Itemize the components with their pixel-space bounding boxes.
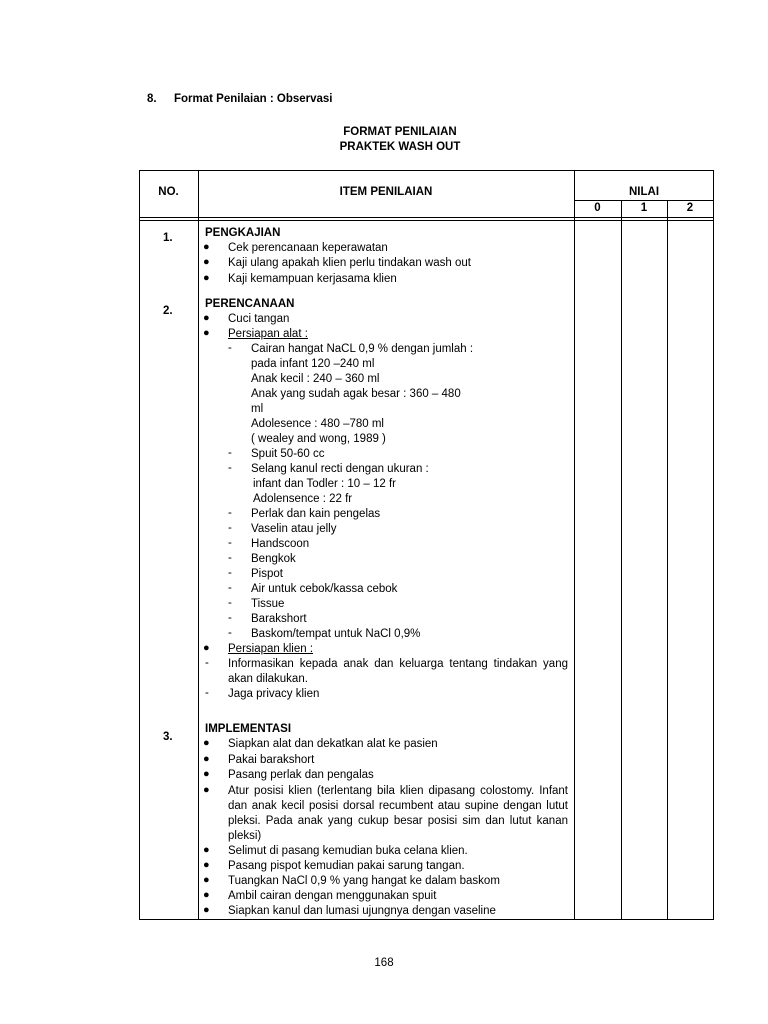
implementasi-item: Siapkan kanul dan lumasi ujungnya dengan vaseline [228, 905, 496, 917]
document-title-line2: PRAKTEK WASH OUT [339, 141, 461, 153]
alat-line: ml [251, 403, 264, 415]
bullet-icon: ● [203, 904, 210, 916]
persiapan-klien-label: Persiapan klien : [228, 643, 314, 655]
table-border-right [713, 170, 714, 920]
section-heading: Format Penilaian : Observasi [174, 93, 333, 105]
dash-marker: - [228, 552, 232, 564]
table-border-left [139, 170, 140, 920]
alat-item: Tissue [251, 598, 285, 610]
alat-item: Barakshort [251, 613, 307, 625]
alat-line: ( wealey and wong, 1989 ) [251, 433, 386, 445]
bullet-icon: ● [203, 241, 210, 253]
section-title-pengkajian: PENGKAJIAN [205, 227, 281, 239]
implementasi-item: Siapkan alat dan dekatkan alat ke pasien [228, 738, 438, 750]
alat-line: Anak yang sudah agak besar : 360 – 480 [251, 388, 461, 400]
dash-marker: - [228, 507, 232, 519]
bullet-icon: ● [203, 859, 210, 871]
implementasi-item: Pasang pispot kemudian pakai sarung tangan. [228, 860, 465, 872]
implementasi-item: Selimut di pasang kemudian buka celana klien. [228, 845, 468, 857]
table-border-bottom [139, 919, 714, 920]
col-divider-score-0 [621, 200, 622, 920]
header-nilai: NILAI [628, 186, 660, 198]
implementasi-item: Tuangkan NaCl 0,9 % yang hangat ke dalam baskom [228, 875, 500, 887]
bullet-icon: ● [203, 874, 210, 886]
dash-marker: - [228, 537, 232, 549]
header-no: NO. [158, 186, 179, 198]
bullet-icon: ● [203, 272, 210, 284]
alat-line: Anak kecil : 240 – 360 ml [251, 373, 380, 385]
alat-item: Baskom/tempat untuk NaCl 0,9% [251, 628, 421, 640]
alat-line: Adolesence : 480 –780 ml [251, 418, 384, 430]
pengkajian-item: Kaji ulang apakah klien perlu tindakan wash out [228, 257, 471, 269]
dash-marker: - [228, 522, 232, 534]
implementasi-item: Atur posisi klien (terlentang bila klien dipasang colostomy. Infant dan anak kecil posisi dorsal recumbent atau supine dengan lutut pleksi. Pada anak yang cukup besar posisi sim dan lutut kanan pleksi) [228, 785, 568, 842]
alat-item: Bengkok [251, 553, 296, 565]
bullet-icon: ● [203, 737, 210, 749]
alat-item: Pispot [251, 568, 283, 580]
nilai-subheader-divider [574, 200, 714, 201]
header-item: ITEM PENILAIAN [339, 186, 433, 198]
row-number-1: 1. [163, 232, 173, 244]
section-title-implementasi: IMPLEMENTASI [205, 723, 292, 735]
dash-marker: - [228, 597, 232, 609]
alat-line: infant dan Todler : 10 – 12 fr [253, 478, 396, 490]
dash-marker: - [228, 582, 232, 594]
section-number: 8. [147, 93, 157, 105]
col-divider-no [198, 170, 199, 920]
col-divider-item [574, 170, 575, 920]
bullet-icon: ● [203, 784, 210, 796]
dash-marker: - [228, 462, 232, 474]
dash-marker: - [228, 447, 232, 459]
bullet-icon: ● [203, 327, 210, 339]
col-divider-score-1 [667, 200, 668, 920]
bullet-icon: ● [203, 642, 210, 654]
bullet-icon: ● [203, 889, 210, 901]
dash-marker: - [228, 567, 232, 579]
row-number-3: 3. [163, 731, 173, 743]
implementasi-item: Pakai barakshort [228, 754, 315, 766]
bullet-icon: ● [203, 844, 210, 856]
bullet-icon: ● [203, 312, 210, 324]
alat-item: Vaselin atau jelly [251, 523, 337, 535]
row-number-2: 2. [163, 305, 173, 317]
table-header-bottom [139, 220, 714, 221]
dash-marker: - [205, 687, 209, 699]
dash-marker: - [228, 627, 232, 639]
header-score-0: 0 [594, 202, 601, 214]
implementasi-item: Ambil cairan dengan menggunakan spuit [228, 890, 437, 902]
section-title-perencanaan: PERENCANAAN [205, 298, 295, 310]
klien-item: Informasikan kepada anak dan keluarga tentang tindakan yang akan dilakukan. [228, 658, 568, 685]
perencanaan-item: Cuci tangan [228, 313, 290, 325]
alat-item: Air untuk cebok/kassa cebok [251, 583, 398, 595]
document-title-line1: FORMAT PENILAIAN [343, 126, 457, 138]
dash-marker: - [228, 342, 232, 354]
page-number: 168 [374, 957, 394, 969]
header-score-1: 1 [640, 202, 648, 214]
bullet-icon: ● [203, 768, 210, 780]
table-header-divider [139, 217, 714, 218]
table-border-top [139, 170, 714, 171]
dash-marker: - [205, 657, 209, 669]
dash-marker: - [228, 612, 232, 624]
klien-item: Jaga privacy klien [228, 688, 320, 700]
alat-item: Handscoon [251, 538, 310, 550]
pengkajian-item: Cek perencanaan keperawatan [228, 242, 388, 254]
alat-line: pada infant 120 –240 ml [251, 358, 375, 370]
implementasi-item: Pasang perlak dan pengalas [228, 769, 374, 781]
bullet-icon: ● [203, 753, 210, 765]
alat-line: Spuit 50-60 cc [251, 448, 325, 460]
alat-line: Selang kanul recti dengan ukuran : [251, 463, 429, 475]
persiapan-alat-label: Persiapan alat : [228, 328, 308, 340]
header-score-2: 2 [686, 202, 694, 214]
alat-line: Cairan hangat NaCL 0,9 % dengan jumlah : [251, 343, 474, 355]
alat-line: Adolensence : 22 fr [253, 493, 353, 505]
alat-item: Perlak dan kain pengelas [251, 508, 381, 520]
pengkajian-item: Kaji kemampuan kerjasama klien [228, 273, 397, 285]
assessment-table [139, 170, 714, 920]
bullet-icon: ● [203, 256, 210, 268]
